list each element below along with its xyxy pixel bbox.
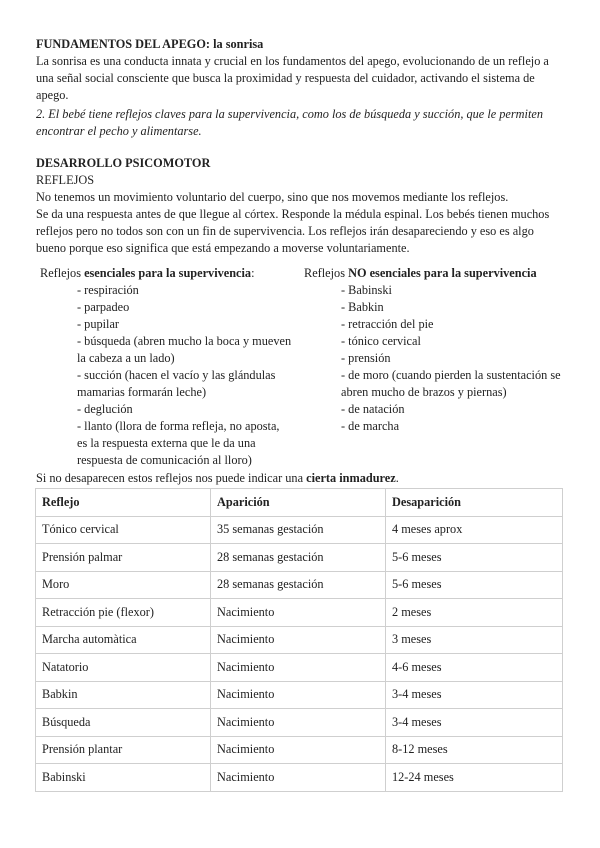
cell-aparicion: 35 semanas gestación — [211, 516, 386, 544]
essential-heading — [40, 265, 290, 282]
cell-reflejo: Tónico cervical — [36, 516, 211, 544]
table-row — [36, 599, 563, 627]
column-header-desaparicion: Desaparición — [386, 489, 563, 517]
list-item: - búsqueda (abren mucho la boca y mueven la cabeza a un lado) — [77, 334, 292, 365]
essential-heading-bold: esenciales para la supervivencia — [84, 266, 252, 280]
essential-reflexes-block — [40, 265, 290, 469]
essential-list — [77, 282, 292, 469]
nonessential-heading — [304, 265, 569, 282]
nonessential-list — [341, 282, 569, 435]
immaturity-note-suffix: . — [395, 471, 399, 485]
table-row — [36, 709, 563, 737]
cell-reflejo: Retracción pie (flexor) — [36, 599, 211, 627]
list-item: - Babkin — [341, 300, 384, 314]
cell-desaparicion: 8-12 meses — [386, 736, 563, 764]
table-row — [36, 516, 563, 544]
section-title-psicomotor: DESARROLLO PSICOMOTOR — [36, 156, 211, 170]
table-row — [36, 626, 563, 654]
essential-heading-suffix: : — [251, 266, 255, 280]
list-item: - Babinski — [341, 283, 392, 297]
immaturity-note-prefix: Si no desaparecen estos reflejos nos puede indicar una — [36, 471, 307, 485]
cell-desaparicion: 4-6 meses — [386, 654, 563, 682]
cell-aparicion: Nacimiento — [211, 736, 386, 764]
list-item: - retracción del pie — [341, 317, 434, 331]
table-row — [36, 736, 563, 764]
reflejos-paragraph-2: Se da una respuesta antes de que llegue al córtex. Responde la médula espinal. Los bebés tienen muchos reflejos pero no todos son con un fin de supervivencia. Los reflejos irán desapareciendo y eso es algo bueno porque eso significa que está empezando a moverse voluntariamente. — [36, 207, 550, 255]
cell-desaparicion: 2 meses — [386, 599, 563, 627]
table-row — [36, 571, 563, 599]
table-row — [36, 681, 563, 709]
cell-desaparicion: 12-24 meses — [386, 764, 563, 792]
list-item: - de marcha — [341, 419, 400, 433]
cell-desaparicion: 3-4 meses — [386, 709, 563, 737]
cell-aparicion: 28 semanas gestación — [211, 544, 386, 572]
list-item: - tónico cervical — [341, 334, 421, 348]
apego-italic-note: 2. El bebé tiene reflejos claves para la supervivencia, como los de búsqueda y succión, que le permiten encontrar el pecho y alimentarse. — [36, 107, 543, 138]
reflejos-paragraph-1: No tenemos un movimiento voluntario del cuerpo, sino que nos movemos mediante los reflejos. — [36, 190, 509, 204]
cell-aparicion: Nacimiento — [211, 626, 386, 654]
cell-desaparicion: 4 meses aprox — [386, 516, 563, 544]
essential-heading-prefix: Reflejos — [40, 266, 85, 280]
cell-reflejo: Prensión palmar — [36, 544, 211, 572]
cell-reflejo: Moro — [36, 571, 211, 599]
cell-aparicion: 28 semanas gestación — [211, 571, 386, 599]
column-header-aparicion: Aparición — [211, 489, 386, 517]
table-row — [36, 654, 563, 682]
cell-reflejo: Marcha automàtica — [36, 626, 211, 654]
list-item: - de natación — [341, 402, 405, 416]
cell-desaparicion: 3-4 meses — [386, 681, 563, 709]
table-header-row — [36, 489, 563, 517]
column-header-reflejo: Reflejo — [36, 489, 211, 517]
cell-desaparicion: 3 meses — [386, 626, 563, 654]
list-item: - respiración — [77, 283, 139, 297]
reflex-table — [35, 488, 563, 792]
list-item: - de moro (cuando pierden la sustentación se abren mucho de brazos y piernas) — [341, 368, 561, 399]
nonessential-reflexes-block — [304, 265, 569, 435]
table-row — [36, 764, 563, 792]
list-item: - deglución — [77, 402, 133, 416]
cell-reflejo: Babkin — [36, 681, 211, 709]
cell-aparicion: Nacimiento — [211, 654, 386, 682]
cell-desaparicion: 5-6 meses — [386, 544, 563, 572]
cell-aparicion: Nacimiento — [211, 599, 386, 627]
cell-desaparicion: 5-6 meses — [386, 571, 563, 599]
section-subtitle-reflejos: REFLEJOS — [36, 173, 95, 187]
list-item: - parpadeo — [77, 300, 130, 314]
nonessential-heading-prefix: Reflejos — [304, 266, 349, 280]
list-item: - llanto (llora de forma refleja, no aposta, es la respuesta externa que le da una respuesta de comunicación al lloro) — [77, 419, 280, 467]
cell-aparicion: Nacimiento — [211, 681, 386, 709]
nonessential-heading-bold: NO esenciales para la supervivencia — [348, 266, 537, 280]
cell-reflejo: Babinski — [36, 764, 211, 792]
immaturity-note — [36, 470, 399, 487]
cell-aparicion: Nacimiento — [211, 709, 386, 737]
immaturity-note-bold: cierta inmadurez — [306, 471, 396, 485]
apego-paragraph: La sonrisa es una conducta innata y crucial en los fundamentos del apego, evolucionando de un reflejo a una señal social consciente que busca la proximidad y respuesta del cuidador, activando el sistema de apego. — [36, 54, 549, 102]
list-item: - succión (hacen el vacío y las glándulas mamarias formarán leche) — [77, 368, 276, 399]
cell-reflejo: Búsqueda — [36, 709, 211, 737]
list-item: - pupilar — [77, 317, 120, 331]
list-item: - prensión — [341, 351, 391, 365]
section-title-apego: FUNDAMENTOS DEL APEGO: la sonrisa — [36, 37, 264, 51]
cell-reflejo: Prensión plantar — [36, 736, 211, 764]
table-row — [36, 544, 563, 572]
cell-reflejo: Natatorio — [36, 654, 211, 682]
cell-aparicion: Nacimiento — [211, 764, 386, 792]
